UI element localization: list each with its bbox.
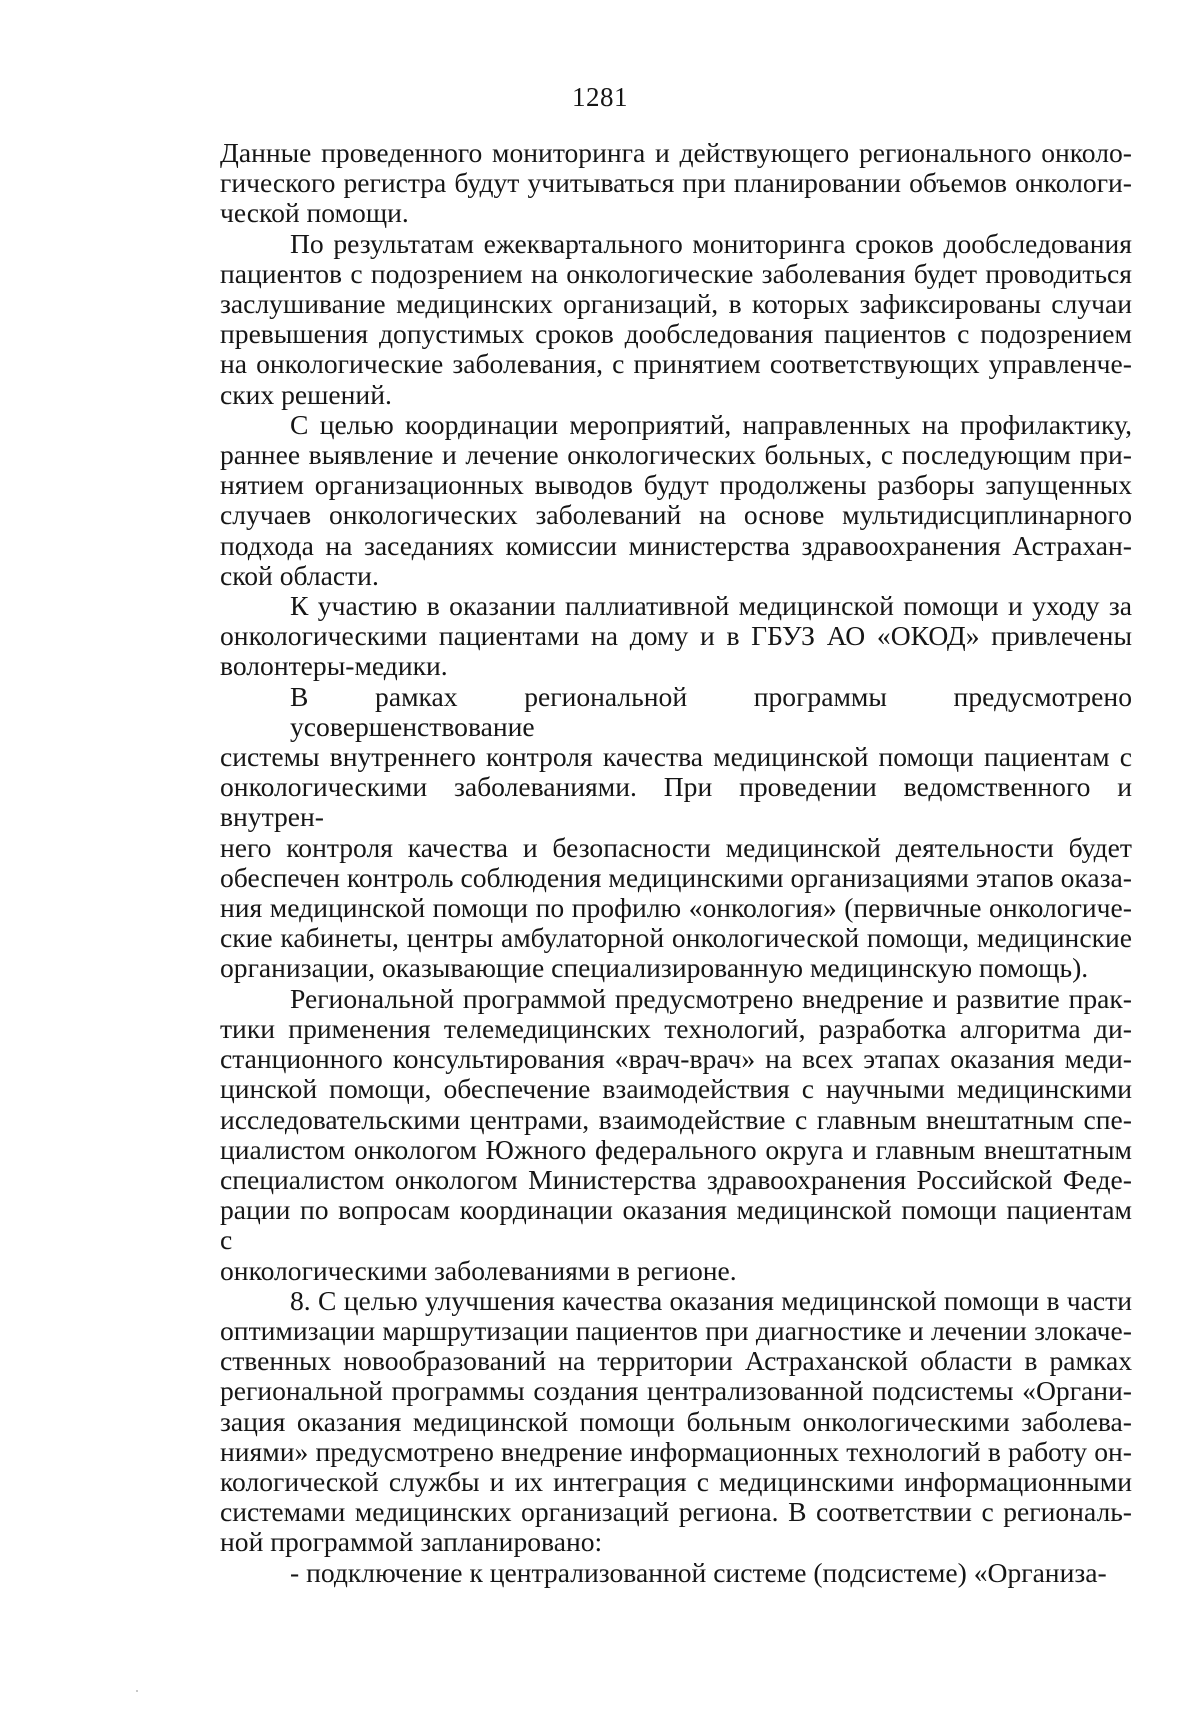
paragraph <box>220 410 1132 591</box>
text-line: случаев онкологических заболеваний на основе мультидисциплинарного <box>220 499 1132 531</box>
text-line: ниями» предусмотрено внедрение информационных технологий в работу он- <box>220 1435 1132 1467</box>
text-line: - подключение к централизованной системе (подсистеме) «Организа- <box>290 1556 1107 1588</box>
text-line: обеспечен контроль соблюдения медицинскими организациями этапов оказа- <box>220 861 1132 893</box>
text-line: рации по вопросам координации оказания медицинской помощи пациентам с <box>220 1194 1132 1256</box>
text-line: ной программой запланировано: <box>220 1526 603 1558</box>
text-line: станционного консультирования «врач-врач» на всех этапах оказания меди- <box>220 1043 1132 1075</box>
text-line: организации, оказывающие специализированную медицинскую помощь). <box>220 952 1089 984</box>
text-line: ния медицинской помощи по профилю «онкология» (первичные онкологиче- <box>220 892 1132 924</box>
text-line: циалистом онкологом Южного федерального округа и главным внештатным <box>220 1133 1132 1165</box>
text-line: системами медицинских организаций региона. В соответствии с региональ- <box>220 1496 1132 1528</box>
text-line: ских решений. <box>220 378 392 410</box>
paragraph <box>220 229 1132 410</box>
text-line: подхода на заседаниях комиссии министерства здравоохранения Астрахан- <box>220 529 1132 561</box>
text-line: онкологическими пациентами на дому и в ГБУЗ АО «ОКОД» привлечены <box>220 620 1132 652</box>
text-line: ские кабинеты, центры амбулаторной онкологической помощи, медицинские <box>220 922 1132 954</box>
text-line: исследовательскими центрами, взаимодействие с главным внештатным спе- <box>220 1103 1132 1135</box>
text-line: системы внутреннего контроля качества медицинской помощи пациентам с <box>220 741 1132 773</box>
text-line: тики применения телемедицинских технологий, разработка алгоритма ди- <box>220 1012 1132 1044</box>
text-line: цинской помощи, обеспечение взаимодействия с научными медицинскими <box>220 1073 1132 1105</box>
text-line: Данные проведенного мониторинга и действующего регионального онколо- <box>220 137 1132 168</box>
paragraph <box>220 591 1132 682</box>
text-line: ческой помощи. <box>220 197 409 229</box>
text-line: региональной программы создания централизованной подсистемы «Органи- <box>220 1375 1132 1407</box>
text-line: на онкологические заболевания, с принятием соответствующих управленче- <box>220 348 1132 380</box>
page-number: 1281 <box>572 82 628 112</box>
paragraph <box>220 682 1132 984</box>
text-line: волонтеры-медики. <box>220 650 448 682</box>
text-line: С целью координации мероприятий, направленных на профилактику, <box>290 408 1132 440</box>
text-line: специалистом онкологом Министерства здравоохранения Российской Феде- <box>220 1163 1132 1195</box>
text-line: него контроля качества и безопасности медицинской деятельности будет <box>220 831 1132 863</box>
paragraph <box>220 1286 1132 1558</box>
text-line: онкологическими заболеваниями. При проведении ведомственного и внутрен- <box>220 771 1132 833</box>
text-line: пациентов с подозрением на онкологические заболевания будет проводиться <box>220 257 1132 289</box>
scan-artifact <box>136 1690 138 1692</box>
text-line: 8. С целью улучшения качества оказания медицинской помощи в части <box>290 1284 1132 1316</box>
text-line: К участию в оказании паллиативной медицинской помощи и уходу за <box>290 590 1132 622</box>
text-line: В рамках региональной программы предусмотрено усовершенствование <box>290 680 1132 742</box>
text-line: онкологическими заболеваниями в регионе. <box>220 1254 737 1286</box>
text-line: заслушивание медицинских организаций, в которых зафиксированы случаи <box>220 288 1132 320</box>
text-line: ской области. <box>220 559 379 591</box>
document-body <box>220 138 1132 1588</box>
text-line: зация оказания медицинской помощи больным онкологическими заболева- <box>220 1405 1132 1437</box>
paragraph <box>220 138 1132 229</box>
text-line: ственных новообразований на территории Астраханской области в рамках <box>220 1345 1132 1377</box>
paragraph <box>220 984 1132 1286</box>
text-line: Региональной программой предусмотрено внедрение и развитие прак- <box>290 982 1132 1014</box>
text-line: оптимизации маршрутизации пациентов при диагностике и лечении злокаче- <box>220 1314 1132 1346</box>
text-line: превышения допустимых сроков дообследования пациентов с подозрением <box>220 318 1132 350</box>
text-line: нятием организационных выводов будут продолжены разборы запущенных <box>220 469 1132 501</box>
text-line: гического регистра будут учитываться при планировании объемов онкологи- <box>220 167 1132 199</box>
text-line: раннее выявление и лечение онкологических больных, с последующим при- <box>220 439 1132 471</box>
paragraph <box>220 1558 1132 1588</box>
text-line: кологической службы и их интеграция с медицинскими информационными <box>220 1465 1132 1497</box>
text-line: По результатам ежеквартального мониторинга сроков дообследования <box>290 227 1132 259</box>
